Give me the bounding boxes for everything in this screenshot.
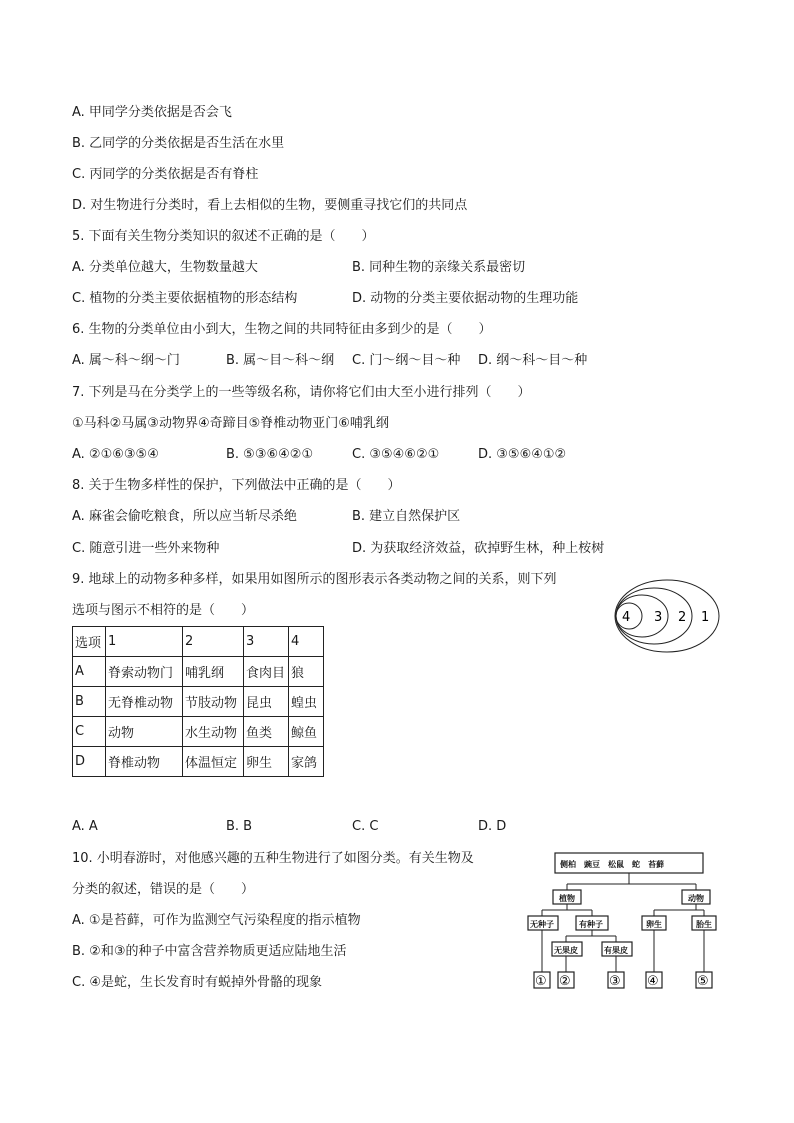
table-header-cell: 4 bbox=[289, 627, 324, 657]
q8-stem: 8. 关于生物多样性的保护，下列做法中正确的是（ ） bbox=[72, 478, 401, 493]
ellipse-label-1: 1 bbox=[701, 610, 710, 625]
diagram-no-fruit-label: 无果皮 bbox=[554, 946, 578, 955]
q10-option-c: C. ④是蛇，生长发育时有蜕掉外骨骼的现象 bbox=[72, 975, 322, 990]
q8-option-b: B. 建立自然保护区 bbox=[352, 509, 461, 524]
q4-option-a: A. 甲同学分类依据是否会飞 bbox=[72, 105, 232, 120]
q5-option-b: B. 同种生物的亲缘关系最密切 bbox=[352, 260, 526, 275]
q9-classification-table bbox=[72, 626, 324, 777]
q10-stem-line1: 10. 小明春游时，对他感兴趣的五种生物进行了如图分类。有关生物及 bbox=[72, 851, 474, 866]
nested-ellipse-diagram bbox=[612, 576, 722, 656]
diagram-top-label: 侧柏 豌豆 松鼠 蛇 苔藓 bbox=[560, 860, 664, 869]
table-cell: 哺乳纲 bbox=[183, 657, 244, 687]
table-cell: 无脊椎动物 bbox=[106, 687, 183, 717]
q6-option-a: A. 属～科～纲～门 bbox=[72, 353, 180, 368]
q5-option-a: A. 分类单位越大，生物数量越大 bbox=[72, 260, 258, 275]
q6-option-c: C. 门～纲～目～种 bbox=[352, 353, 461, 368]
q10-option-a: A. ①是苔藓，可作为监测空气污染程度的指示植物 bbox=[72, 913, 361, 928]
q9-option-d: D. D bbox=[478, 819, 507, 834]
q4-option-c: C. 丙同学的分类依据是否有脊柱 bbox=[72, 167, 259, 182]
table-row bbox=[73, 657, 324, 687]
ellipse-label-2: 2 bbox=[678, 610, 687, 625]
q9-option-b: B. B bbox=[226, 819, 253, 834]
q7-option-c: C. ③⑤④⑥②① bbox=[352, 447, 440, 462]
q7-option-d: D. ③⑤⑥④①② bbox=[478, 447, 567, 462]
table-cell: 家鸽 bbox=[289, 747, 324, 777]
q7-option-b: B. ⑤③⑥④②① bbox=[226, 447, 314, 462]
diagram-leaf-5: ⑤ bbox=[697, 974, 709, 989]
q6-stem: 6. 生物的分类单位由小到大，生物之间的共同特征由多到少的是（ ） bbox=[72, 322, 492, 337]
q9-option-c: C. C bbox=[352, 819, 379, 834]
table-cell: 食肉目 bbox=[244, 657, 289, 687]
table-cell: A bbox=[73, 657, 106, 687]
q9-stem-line1: 9. 地球上的动物多种多样，如果用如图所示的图形表示各类动物之间的关系，则下列 bbox=[72, 572, 557, 587]
q7-option-a: A. ②①⑥③⑤④ bbox=[72, 447, 159, 462]
q8-option-d: D. 为获取经济效益，砍掉野生林，种上桉树 bbox=[352, 541, 605, 556]
q8-option-c: C. 随意引进一些外来物种 bbox=[72, 541, 220, 556]
q8-option-a: A. 麻雀会偷吃粮食，所以应当斩尽杀绝 bbox=[72, 509, 297, 524]
table-cell: 狼 bbox=[289, 657, 324, 687]
table-cell: 蝗虫 bbox=[289, 687, 324, 717]
diagram-plant-label: 植物 bbox=[559, 894, 575, 903]
ellipse-label-3: 3 bbox=[654, 610, 663, 625]
q6-option-b: B. 属～目～科～纲 bbox=[226, 353, 335, 368]
table-header-cell: 选项 bbox=[73, 627, 106, 657]
diagram-oviparous-label: 卵生 bbox=[646, 920, 662, 929]
q6-option-d: D. 纲～科～目～种 bbox=[478, 353, 588, 368]
q5-option-d: D. 动物的分类主要依据动物的生理功能 bbox=[352, 291, 579, 306]
table-cell: 体温恒定 bbox=[183, 747, 244, 777]
q9-stem-line2: 选项与图示不相符的是（ ） bbox=[72, 603, 255, 618]
table-cell: 脊椎动物 bbox=[106, 747, 183, 777]
diagram-has-seed-label: 有种子 bbox=[579, 920, 603, 929]
table-cell: 水生动物 bbox=[183, 717, 244, 747]
diagram-leaf-4: ④ bbox=[647, 974, 659, 989]
table-header-cell: 3 bbox=[244, 627, 289, 657]
q7-items: ①马科②马属③动物界④奇蹄目⑤脊椎动物亚门⑥哺乳纲 bbox=[72, 416, 389, 431]
q10-stem-line2: 分类的叙述，错误的是（ ） bbox=[72, 882, 255, 897]
table-cell: 鲸鱼 bbox=[289, 717, 324, 747]
table-header-cell: 1 bbox=[106, 627, 183, 657]
q4-option-b: B. 乙同学的分类依据是否生活在水里 bbox=[72, 136, 285, 151]
table-row bbox=[73, 687, 324, 717]
q10-classification-diagram bbox=[520, 848, 730, 993]
table-cell: D bbox=[73, 747, 106, 777]
diagram-no-seed-label: 无种子 bbox=[530, 920, 554, 929]
table-cell: 鱼类 bbox=[244, 717, 289, 747]
table-cell: C bbox=[73, 717, 106, 747]
diagram-leaf-2: ② bbox=[559, 974, 571, 989]
q5-stem: 5. 下面有关生物分类知识的叙述不正确的是（ ） bbox=[72, 229, 375, 244]
q5-option-c: C. 植物的分类主要依据植物的形态结构 bbox=[72, 291, 298, 306]
table-cell: 昆虫 bbox=[244, 687, 289, 717]
q9-option-a: A. A bbox=[72, 819, 98, 834]
table-cell: B bbox=[73, 687, 106, 717]
ellipse-label-4: 4 bbox=[622, 610, 631, 625]
q7-stem: 7. 下列是马在分类学上的一些等级名称，请你将它们由大至小进行排列（ ） bbox=[72, 385, 531, 400]
table-row bbox=[73, 747, 324, 777]
diagram-leaf-1: ① bbox=[535, 974, 547, 989]
table-row bbox=[73, 717, 324, 747]
q4-option-d: D. 对生物进行分类时，看上去相似的生物，要侧重寻找它们的共同点 bbox=[72, 198, 468, 213]
diagram-has-fruit-label: 有果皮 bbox=[604, 946, 628, 955]
diagram-viviparous-label: 胎生 bbox=[696, 920, 712, 929]
diagram-animal-label: 动物 bbox=[688, 894, 704, 903]
diagram-leaf-3: ③ bbox=[609, 974, 621, 989]
q10-option-b: B. ②和③的种子中富含营养物质更适应陆地生活 bbox=[72, 944, 347, 959]
table-cell: 节肢动物 bbox=[183, 687, 244, 717]
table-header-cell: 2 bbox=[183, 627, 244, 657]
table-cell: 动物 bbox=[106, 717, 183, 747]
table-cell: 脊索动物门 bbox=[106, 657, 183, 687]
table-cell: 卵生 bbox=[244, 747, 289, 777]
table-header-row bbox=[73, 627, 324, 657]
